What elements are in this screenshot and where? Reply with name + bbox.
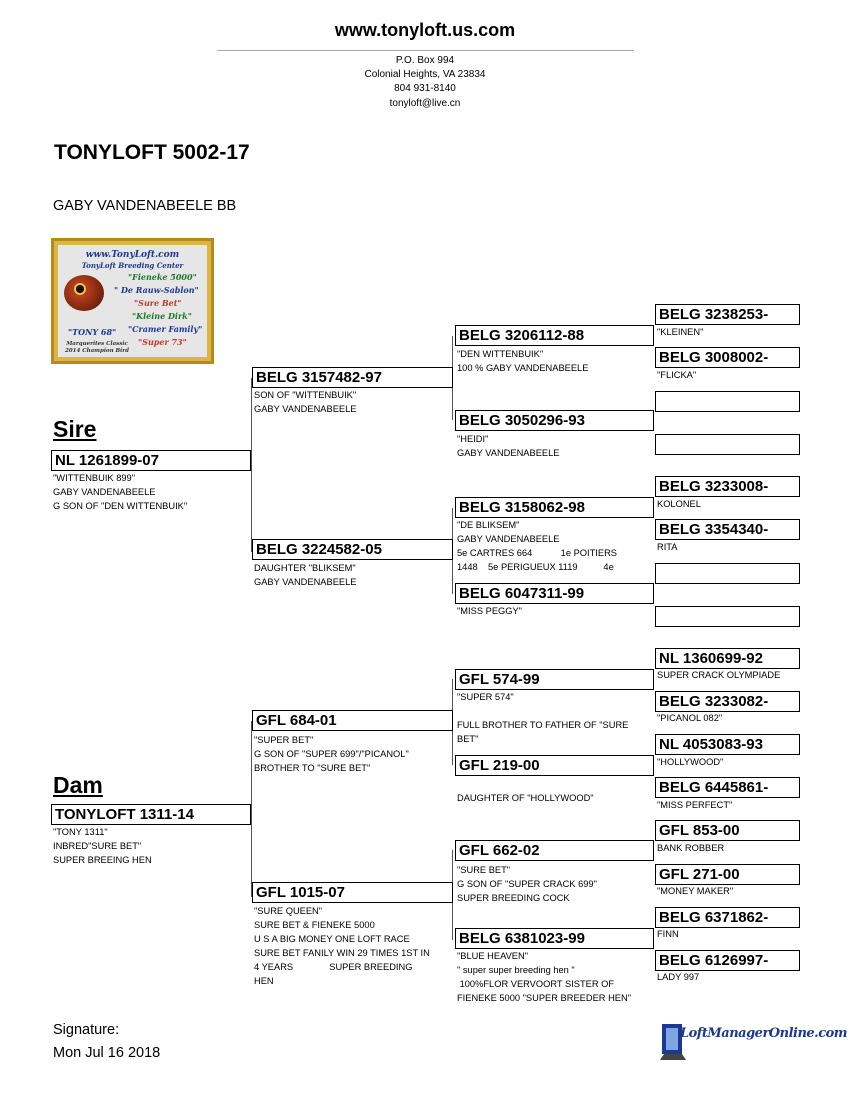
g4-ring-box-8 — [655, 606, 800, 627]
info-line: G SON OF "DEN WITTENBUIK" — [53, 501, 188, 511]
email-line[interactable]: tonyloft@live.cn — [389, 97, 461, 109]
info-line: BROTHER TO "SURE BET" — [254, 763, 371, 773]
info-line: "HEIDI" — [457, 434, 489, 444]
pigeon-image — [64, 275, 104, 311]
logo-item: "Fieneke 5000" — [128, 272, 197, 282]
g3-ring-box-3: BELG 3158062-98 — [455, 497, 654, 518]
logo-item: "Kleine Dirk" — [132, 311, 192, 321]
info-line: BET" — [457, 734, 479, 744]
logo-caption: Marquerites Classic 2014 Champion Bird — [65, 341, 129, 354]
phone-line: 804 931-8140 — [394, 83, 456, 95]
info-line: "SURE BET" — [457, 865, 511, 875]
connector-line — [251, 721, 252, 897]
info-line: DAUGHTER "BLIKSEM" — [254, 563, 356, 573]
logo-line: TonyLoft Breeding Center — [81, 261, 184, 270]
g4-ring-box-10: BELG 3233082- — [655, 691, 800, 712]
g4-ring-box-13: GFL 853-00 — [655, 820, 800, 841]
site-url[interactable]: www.tonyloft.us.com — [334, 20, 516, 40]
logo-tony: "TONY 68" — [68, 327, 117, 337]
g4-ring-box-1: BELG 3238253- — [655, 304, 800, 325]
info-line: 100 % GABY VANDENABEELE — [457, 363, 589, 373]
info-line: "DE BLIKSEM" — [457, 520, 520, 530]
info-line: HEN — [254, 976, 274, 986]
g4-ring-box-9: NL 1360699-92 — [655, 648, 800, 669]
g4-ring-box-12: BELG 6445861- — [655, 777, 800, 798]
signature-label: Signature: — [53, 1022, 120, 1038]
loftmanager-text: LoftManagerOnline.com — [680, 1026, 848, 1041]
info-line: "TONY 1311" — [53, 827, 108, 837]
logo-item: "Cramer Family" — [128, 324, 203, 334]
dam-sire-ring-box: GFL 684-01 — [252, 710, 453, 731]
sire-sire-info — [254, 388, 356, 416]
info-line — [457, 704, 628, 718]
g4-info-13: BANK ROBBER — [657, 843, 725, 853]
g4-ring-box-15: BELG 6371862- — [655, 907, 800, 928]
print-date: Mon Jul 16 2018 — [53, 1045, 161, 1061]
info-line: "BLUE HEAVEN" — [457, 951, 529, 961]
info-line: "SUPER BET" — [254, 735, 314, 745]
dam-sire-info — [254, 733, 409, 775]
info-line: SUPER BREEING HEN — [53, 855, 152, 865]
g3-ring-box-8: BELG 6381023-99 — [455, 928, 654, 949]
logo-item: "Sure Bet" — [134, 298, 182, 308]
info-line: GABY VANDENABEELE — [254, 577, 357, 587]
g4-info-5: KOLONEL — [657, 499, 701, 509]
info-line: GABY VANDENABEELE — [53, 487, 156, 497]
logo-line: www.TonyLoft.com — [85, 250, 180, 260]
dam-dam-info — [254, 904, 430, 988]
g4-ring-box-4 — [655, 434, 800, 455]
connector-line — [251, 378, 252, 552]
g3-ring-box-1: BELG 3206112-88 — [455, 325, 654, 346]
info-line: 5e CARTRES 664 1e POITIERS — [457, 548, 618, 558]
info-line: FIENEKE 5000 "SUPER BREEDER HEN" — [457, 993, 631, 1003]
info-line: " super super breeding hen " — [457, 965, 575, 975]
logo-item: " De Rauw-Sablon" — [114, 285, 199, 295]
info-line: 100%FLOR VERVOORT SISTER OF — [457, 979, 615, 989]
address-line: Colonial Heights, VA 23834 — [364, 69, 486, 81]
info-line: "DEN WITTENBUIK" — [457, 349, 544, 359]
info-line: SON OF "WITTENBUIK" — [254, 390, 357, 400]
header-divider — [217, 50, 634, 51]
g4-info-11: "HOLLYWOOD" — [657, 757, 724, 767]
dam-ring-box: TONYLOFT 1311-14 — [51, 804, 251, 825]
g4-info-12: "MISS PERFECT" — [657, 800, 733, 810]
g3-ring-box-6: GFL 219-00 — [455, 755, 654, 776]
loftmanager-logo[interactable] — [658, 1020, 848, 1064]
info-line: SUPER BREEDING COCK — [457, 893, 570, 903]
g4-ring-box-11: NL 4053083-93 — [655, 734, 800, 755]
sire-info — [53, 471, 187, 513]
g3-ring-box-7: GFL 662-02 — [455, 840, 654, 861]
sire-sire-ring-box: BELG 3157482-97 — [252, 367, 453, 388]
g3-info-6 — [457, 777, 594, 805]
g3-info-2 — [457, 432, 559, 460]
dam-heading: Dam — [53, 772, 103, 798]
dam-info — [53, 825, 152, 867]
sire-dam-info — [254, 561, 356, 589]
g4-info-2: "FLICKA" — [657, 370, 697, 380]
address-line: P.O. Box 994 — [395, 55, 455, 66]
g3-info-1 — [457, 347, 588, 375]
sire-dam-ring-box: BELG 3224582-05 — [252, 539, 453, 560]
info-line — [457, 777, 594, 791]
info-line: SURE BET FANILY WIN 29 TIMES 1ST IN — [254, 948, 430, 958]
g4-info-14: "MONEY MAKER" — [657, 886, 734, 896]
logo-item: "Super 73" — [138, 337, 187, 347]
info-line: FULL BROTHER TO FATHER OF "SURE — [457, 720, 629, 730]
info-line: GABY VANDENABEELE — [254, 404, 357, 414]
g4-ring-box-3 — [655, 391, 800, 412]
g3-ring-box-4: BELG 6047311-99 — [455, 583, 654, 604]
dam-dam-ring-box: GFL 1015-07 — [252, 882, 453, 903]
sire-ring-box: NL 1261899-07 — [51, 450, 251, 471]
g4-ring-box-7 — [655, 563, 800, 584]
bird-title: TONYLOFT 5002-17 — [54, 141, 250, 164]
g4-info-6: RITA — [657, 542, 678, 552]
g4-ring-box-2: BELG 3008002- — [655, 347, 800, 368]
g4-ring-box-6: BELG 3354340- — [655, 519, 800, 540]
g3-info-7 — [457, 863, 597, 905]
info-line: "MISS PEGGY" — [457, 606, 522, 616]
address-block — [0, 54, 850, 111]
info-line: 4 YEARS SUPER BREEDING — [254, 962, 413, 972]
g3-info-3 — [457, 518, 617, 574]
g4-info-9: SUPER CRACK OLYMPIADE — [657, 670, 781, 680]
info-line: U S A BIG MONEY ONE LOFT RACE — [254, 934, 410, 944]
sire-heading: Sire — [53, 416, 97, 442]
g3-info-5 — [457, 690, 628, 746]
g4-info-15: FINN — [657, 929, 679, 939]
info-line: SURE BET & FIENEKE 5000 — [254, 920, 375, 930]
g3-info-8 — [457, 949, 631, 1005]
g4-ring-box-16: BELG 6126997- — [655, 950, 800, 971]
info-line: "SURE QUEEN" — [254, 906, 323, 916]
info-line: 1448 5e PERIGUEUX 1119 4e — [457, 562, 614, 572]
info-line: "SUPER 574" — [457, 692, 514, 702]
g4-info-1: "KLEINEN" — [657, 327, 704, 337]
info-line: "WITTENBUIK 899" — [53, 473, 136, 483]
info-line: GABY VANDENABEELE — [457, 448, 560, 458]
g3-ring-box-2: BELG 3050296-93 — [455, 410, 654, 431]
g4-info-10: "PICANOL 082" — [657, 713, 723, 723]
g3-ring-box-5: GFL 574-99 — [455, 669, 654, 690]
bird-subtitle: GABY VANDENABEELE BB — [53, 198, 237, 214]
info-line: DAUGHTER OF "HOLLYWOOD" — [457, 793, 594, 803]
tonyloft-logo-image — [51, 238, 214, 364]
info-line: G SON OF "SUPER CRACK 699" — [457, 879, 597, 889]
g4-ring-box-5: BELG 3233008- — [655, 476, 800, 497]
info-line: INBRED"SURE BET" — [53, 841, 142, 851]
g3-info-4 — [457, 604, 522, 618]
info-line: GABY VANDENABEELE — [457, 534, 560, 544]
g4-ring-box-14: GFL 271-00 — [655, 864, 800, 885]
info-line: G SON OF "SUPER 699"/"PICANOL" — [254, 749, 409, 759]
g4-info-16: LADY 997 — [657, 972, 700, 982]
